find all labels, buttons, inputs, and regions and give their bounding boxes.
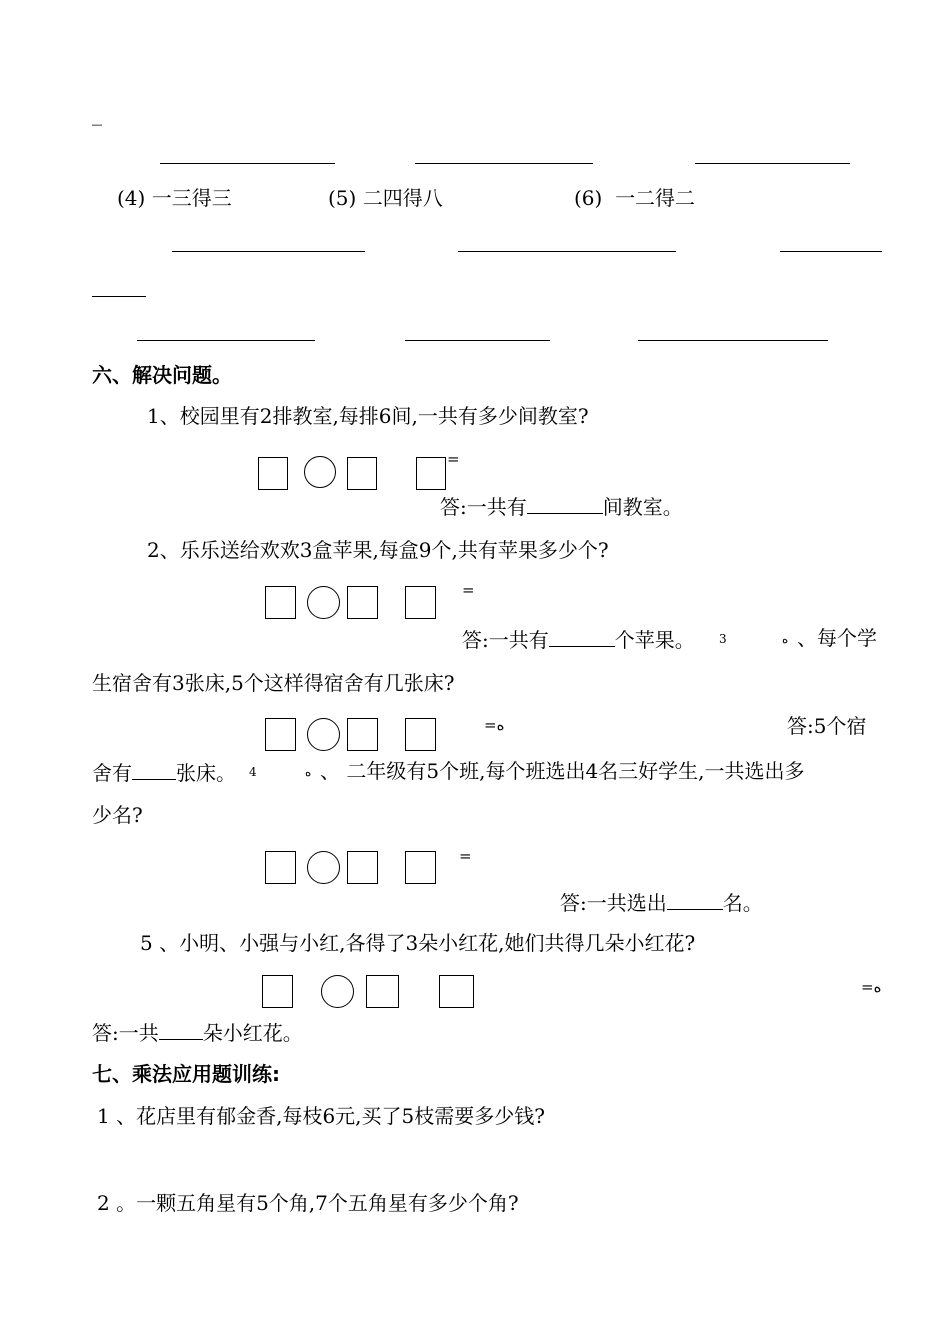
answer-line	[172, 251, 365, 252]
answer-box[interactable]	[405, 718, 436, 751]
answer-box[interactable]	[265, 851, 296, 884]
answer-3: 舍有 张床。	[92, 761, 236, 785]
answer-blank[interactable]	[667, 891, 723, 910]
answer-box[interactable]	[262, 975, 293, 1008]
question-2: 2、乐乐送给欢欢3盒苹果,每盒9个,共有苹果多少个?	[147, 538, 609, 562]
answer-1: 答:一共有 间教室。	[440, 495, 683, 519]
operator-circle[interactable]	[304, 456, 336, 488]
oral-item-4	[117, 188, 232, 208]
answer-3-part-a: 答:5个宿	[787, 714, 867, 738]
answer-blank[interactable]	[132, 761, 176, 780]
equals-sign: =	[459, 847, 472, 865]
answer-line	[405, 340, 550, 341]
answer-box[interactable]	[366, 975, 399, 1008]
item-number: (5)	[328, 186, 357, 210]
question-3-number: 3	[719, 632, 727, 646]
answer-line	[92, 296, 146, 297]
answer-line	[458, 251, 676, 252]
answer-box[interactable]	[439, 975, 474, 1008]
operator-circle[interactable]	[307, 718, 340, 751]
equals-sign: =ه	[484, 716, 505, 734]
answer-box[interactable]	[258, 457, 288, 490]
answer-box[interactable]	[416, 457, 446, 490]
answer-blank[interactable]	[159, 1021, 203, 1040]
answer-blank[interactable]	[527, 495, 603, 514]
section-7-title: 七、乘法应用题训练:	[92, 1062, 280, 1086]
answer-box[interactable]	[265, 718, 296, 751]
oral-item-5	[328, 188, 443, 208]
stray-glyph: ه	[305, 765, 312, 779]
answer-line	[160, 163, 335, 164]
operator-circle[interactable]	[307, 851, 340, 884]
equals-sign: =	[462, 581, 475, 599]
answer-box[interactable]	[347, 851, 378, 884]
question-5: 5 、小明、小强与小红,各得了3朵小红花,她们共得几朵小红花?	[140, 931, 696, 955]
section-6-title: 六、解决问题。	[92, 363, 232, 387]
section-7-question-2: 2 。一颗五角星有5个角,7个五角星有多少个角?	[97, 1191, 519, 1215]
question-4-part-b: 少名?	[92, 803, 143, 827]
item-number: (4)	[117, 186, 146, 210]
stray-mark: _	[92, 102, 102, 126]
equals-sign: =	[447, 450, 460, 468]
item-text: 二四得八	[362, 186, 443, 210]
oral-item-6	[574, 188, 695, 208]
answer-box[interactable]	[347, 718, 378, 751]
answer-5: 答:一共 朵小红花。	[92, 1021, 303, 1045]
operator-circle[interactable]	[307, 586, 340, 619]
answer-blank[interactable]	[549, 628, 615, 647]
item-number: (6)	[574, 186, 603, 210]
stray-glyph: ه	[782, 632, 789, 646]
answer-line	[780, 251, 882, 252]
question-3-part-a: 、每个学	[797, 626, 877, 650]
answer-line	[415, 163, 593, 164]
question-4-number: 4	[249, 765, 257, 779]
answer-4: 答:一共选出 名。	[560, 891, 763, 915]
question-4-part-a: 、 二年级有5个班,每个班选出4名三好学生,一共选出多	[320, 759, 805, 783]
answer-line	[638, 340, 828, 341]
equals-sign: =ه	[861, 978, 882, 996]
question-3-part-b: 生宿舍有3张床,5个这样得宿舍有几张床?	[92, 671, 455, 695]
item-text: 一二得二	[615, 186, 696, 210]
operator-circle[interactable]	[321, 975, 354, 1008]
answer-line	[695, 163, 850, 164]
question-1: 1、校园里有2排教室,每排6间,一共有多少间教室?	[147, 404, 589, 428]
section-7-question-1: 1 、花店里有郁金香,每枝6元,买了5枝需要多少钱?	[97, 1104, 545, 1128]
answer-box[interactable]	[405, 851, 436, 884]
answer-2: 答:一共有 个苹果。	[462, 628, 695, 652]
answer-box[interactable]	[405, 586, 436, 619]
answer-line	[137, 340, 315, 341]
item-text: 一三得三	[151, 186, 232, 210]
answer-box[interactable]	[347, 586, 378, 619]
answer-box[interactable]	[265, 586, 296, 619]
answer-box[interactable]	[347, 457, 377, 490]
